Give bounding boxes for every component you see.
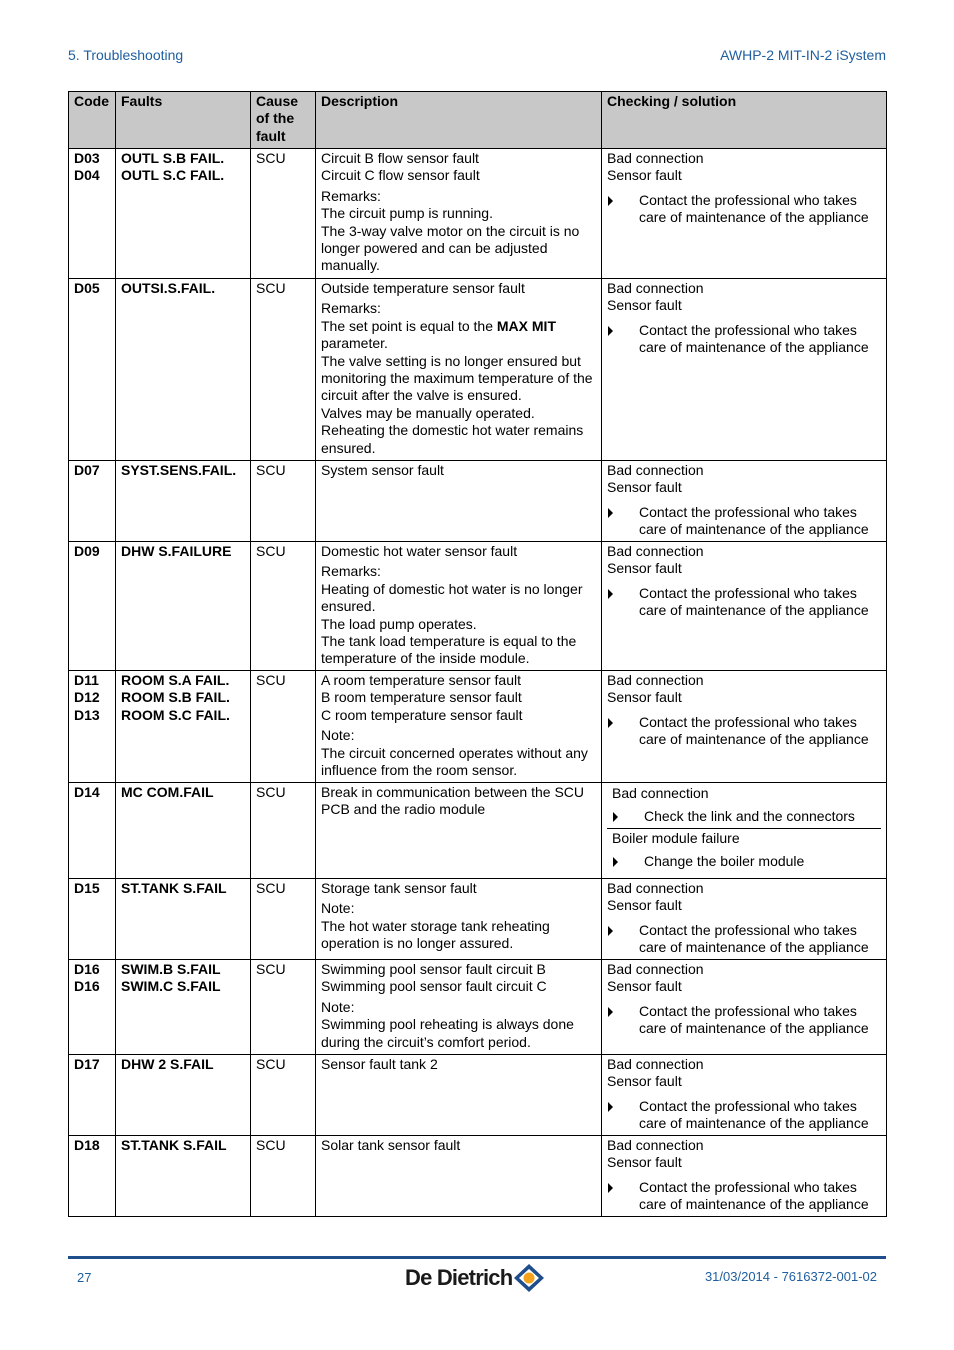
description-line: Sensor fault tank 2	[321, 1056, 438, 1072]
check-cause: Sensor fault	[607, 479, 682, 496]
bullet-arrow-icon	[608, 196, 613, 206]
checking-cell	[602, 279, 887, 461]
solution-item	[607, 1098, 881, 1133]
check-cause: Bad connection	[607, 462, 704, 478]
check-cause: Bad connection	[607, 961, 704, 977]
faults-cell	[116, 671, 251, 783]
check-cause: Sensor fault	[607, 297, 682, 314]
bullet-arrow-icon	[613, 857, 618, 867]
brand-name: De Dietrich	[405, 1265, 513, 1290]
code-cell	[69, 279, 116, 461]
cause-cell: SCU	[251, 671, 316, 783]
fault-code: D09	[74, 543, 100, 559]
fault-name: ROOM S.B FAIL.	[121, 689, 230, 706]
check-cause: Sensor fault	[607, 560, 682, 577]
table-row	[69, 879, 887, 960]
faults-cell	[116, 1136, 251, 1217]
check-cause: Bad connection	[607, 880, 704, 896]
description-line: Circuit C flow sensor fault	[321, 167, 480, 184]
description-line: The circuit pump is running.	[321, 205, 493, 222]
description-cell	[316, 879, 602, 960]
note-label: Note:	[321, 900, 355, 917]
description-line: System sensor fault	[321, 462, 444, 478]
table-row	[69, 279, 887, 461]
check-block	[607, 828, 881, 873]
description-line: The 3-way valve motor on the circuit is no longer powered and can be adjusted manually.	[321, 222, 580, 274]
remarks-label: Remarks:	[321, 300, 381, 317]
check-cause: Sensor fault	[607, 897, 682, 914]
solution-item	[607, 714, 881, 749]
description-line: Circuit B flow sensor fault	[321, 150, 479, 166]
fault-name: SWIM.B S.FAIL	[121, 961, 221, 977]
remarks-label: Remarks:	[321, 187, 381, 204]
description-line: Swimming pool sensor fault circuit B	[321, 961, 546, 977]
table-row	[69, 149, 887, 279]
cause-cell: SCU	[251, 461, 316, 542]
code-cell	[69, 1136, 116, 1217]
description-line: Valves may be manually operated.	[321, 404, 535, 421]
check-cause: Bad connection	[607, 150, 704, 166]
solution-text: Contact the professional who takes care of maintenance of the appliance	[639, 713, 869, 748]
faults-cell	[116, 279, 251, 461]
solution-item	[612, 853, 876, 870]
checking-cell	[602, 1136, 887, 1217]
cause-cell: SCU	[251, 149, 316, 279]
table-header-row	[69, 92, 887, 149]
fault-code: D15	[74, 880, 100, 896]
fault-name: OUTSI.S.FAIL.	[121, 280, 216, 296]
check-cause: Boiler module failure	[612, 829, 740, 846]
cause-cell: SCU	[251, 879, 316, 960]
fault-code: D16	[74, 961, 100, 977]
solution-text: Contact the professional who takes care of maintenance of the appliance	[639, 1178, 869, 1213]
description-cell	[316, 671, 602, 783]
code-cell	[69, 783, 116, 879]
code-cell	[69, 461, 116, 542]
document-reference: 31/03/2014 - 7616372-001-02	[704, 1269, 877, 1284]
bullet-arrow-icon	[608, 926, 613, 936]
fault-name: ROOM S.C FAIL.	[121, 706, 230, 723]
cause-cell: SCU	[251, 1136, 316, 1217]
fault-code: D11	[74, 672, 99, 688]
table-row	[69, 960, 887, 1055]
fault-code: D05	[74, 280, 100, 296]
fault-name: DHW S.FAILURE	[121, 543, 232, 559]
description-line: Heating of domestic hot water is no longer ensured.	[321, 580, 583, 615]
faults-cell	[116, 461, 251, 542]
solution-text: Contact the professional who takes care of maintenance of the appliance	[639, 1097, 869, 1132]
footer-rule	[68, 1256, 886, 1259]
description-fragment: The set point is equal to the	[321, 317, 497, 334]
description-line: The circuit concerned operates without any influence from the room sensor.	[321, 744, 588, 779]
description-fragment: parameter.	[321, 335, 388, 352]
faults-cell	[116, 149, 251, 279]
brand-logo	[405, 1263, 546, 1293]
code-cell	[69, 671, 116, 783]
faults-cell	[116, 879, 251, 960]
checking-cell	[602, 149, 887, 279]
bullet-arrow-icon	[608, 1102, 613, 1112]
checking-cell	[602, 542, 887, 671]
checking-cell	[602, 879, 887, 960]
check-block	[607, 784, 881, 828]
check-cause: Sensor fault	[607, 167, 682, 184]
bullet-arrow-icon	[608, 1183, 613, 1193]
description-cell	[316, 542, 602, 671]
solution-text: Contact the professional who takes care of maintenance of the appliance	[639, 191, 869, 226]
code-cell	[69, 960, 116, 1055]
solution-text: Contact the professional who takes care of maintenance of the appliance	[639, 584, 869, 619]
fault-name: SYST.SENS.FAIL.	[121, 462, 237, 478]
faults-cell	[116, 1055, 251, 1136]
description-cell	[316, 279, 602, 461]
check-cause: Bad connection	[607, 1056, 704, 1072]
note-label: Note:	[321, 727, 355, 744]
check-cause: Sensor fault	[607, 1154, 682, 1171]
code-cell	[69, 1055, 116, 1136]
check-cause: Sensor fault	[607, 978, 682, 995]
col-header-checking: Checking / solution	[602, 92, 887, 149]
fault-code: D18	[74, 1137, 100, 1153]
fault-name: ST.TANK S.FAIL	[121, 1137, 227, 1153]
fault-name: OUTL S.C FAIL.	[121, 167, 225, 184]
code-cell	[69, 542, 116, 671]
description-cell	[316, 149, 602, 279]
check-cause: Sensor fault	[607, 689, 682, 706]
col-header-faults: Faults	[116, 92, 251, 149]
description-cell	[316, 1136, 602, 1217]
description-line: A room temperature sensor fault	[321, 672, 521, 688]
faults-cell	[116, 783, 251, 879]
faults-cell	[116, 542, 251, 671]
fault-name: DHW 2 S.FAIL	[121, 1056, 214, 1072]
fault-code: D04	[74, 167, 100, 184]
check-cause: Bad connection	[607, 1137, 704, 1153]
description-line: Solar tank sensor fault	[321, 1137, 461, 1153]
description-line: Swimming pool reheating is always done during the circuit’s comfort period.	[321, 1016, 574, 1050]
description-line: Domestic hot water sensor fault	[321, 543, 518, 559]
solution-item	[607, 192, 881, 227]
check-cause: Bad connection	[607, 543, 704, 559]
description-line: C room temperature sensor fault	[321, 706, 523, 723]
code-cell	[69, 879, 116, 960]
checking-cell	[602, 960, 887, 1055]
bullet-arrow-icon	[608, 718, 613, 728]
solution-item	[607, 1003, 881, 1038]
code-cell	[69, 149, 116, 279]
description-line: Swimming pool sensor fault circuit C	[321, 978, 547, 995]
fault-code: D17	[74, 1056, 100, 1072]
checking-cell	[602, 671, 887, 783]
solution-item	[612, 808, 876, 825]
description-cell	[316, 461, 602, 542]
description-line: The load pump operates.	[321, 615, 477, 632]
description-cell	[316, 1055, 602, 1136]
product-name: AWHP-2 MIT-IN-2 iSystem	[720, 47, 886, 63]
solution-text: Contact the professional who takes care of maintenance of the appliance	[639, 321, 869, 356]
bullet-arrow-icon	[608, 589, 613, 599]
description-cell	[316, 960, 602, 1055]
solution-text: Contact the professional who takes care of maintenance of the appliance	[639, 921, 869, 956]
faults-cell	[116, 960, 251, 1055]
description-cell	[316, 783, 602, 879]
page-number: 27	[77, 1270, 92, 1285]
fault-code: D03	[74, 150, 100, 166]
fault-code: D16	[74, 978, 100, 995]
solution-text: Contact the professional who takes care of maintenance of the appliance	[639, 1002, 869, 1037]
check-cause: Bad connection	[607, 672, 704, 688]
parameter-name: MAX MIT	[496, 317, 556, 334]
table-row	[69, 671, 887, 783]
fault-code: D12	[74, 689, 100, 706]
fault-name: MC COM.FAIL	[121, 784, 214, 800]
solution-text: Contact the professional who takes care of maintenance of the appliance	[639, 503, 869, 538]
bullet-arrow-icon	[613, 812, 618, 822]
solution-item	[607, 585, 881, 620]
cause-cell: SCU	[251, 542, 316, 671]
description-line: The tank load temperature is equal to the temperature of the inside module.	[321, 633, 577, 667]
checking-cell	[602, 783, 887, 879]
check-cause: Sensor fault	[607, 1073, 682, 1090]
section-title: 5. Troubleshooting	[68, 47, 184, 63]
description-line: The hot water storage tank reheating operation is no longer assured.	[321, 917, 550, 952]
solution-item	[607, 922, 881, 957]
col-header-cause: Cause of the fault	[251, 92, 316, 149]
description-line	[321, 318, 596, 353]
table-row	[69, 1055, 887, 1136]
cause-cell: SCU	[251, 783, 316, 879]
description-line: The valve setting is no longer ensured but monitoring the maximum temperature of the circuit after the valve is ensured.	[321, 352, 593, 404]
description-line: Break in communication between the SCU PCB and the radio module	[321, 784, 585, 818]
fault-name: OUTL S.B FAIL.	[121, 150, 225, 166]
solution-text: Change the boiler module	[644, 853, 805, 870]
check-cause: Bad connection	[612, 785, 709, 801]
description-line: Outside temperature sensor fault	[321, 280, 525, 296]
fault-code: D14	[74, 784, 100, 800]
remarks-label: Remarks:	[321, 563, 381, 580]
table-row	[69, 542, 887, 671]
description-line: Reheating the domestic hot water remains ensured.	[321, 422, 584, 456]
fault-code: D13	[74, 706, 100, 723]
checking-cell	[602, 461, 887, 542]
fault-name: ST.TANK S.FAIL	[121, 880, 227, 896]
bullet-arrow-icon	[608, 1007, 613, 1017]
checking-cell	[602, 1055, 887, 1136]
cause-cell: SCU	[251, 960, 316, 1055]
fault-name: ROOM S.A FAIL.	[121, 672, 230, 688]
note-label: Note:	[321, 998, 355, 1015]
cause-cell: SCU	[251, 1055, 316, 1136]
description-line: B room temperature sensor fault	[321, 689, 522, 706]
solution-item	[607, 1179, 881, 1214]
fault-code: D07	[74, 462, 100, 478]
col-header-code: Code	[69, 92, 116, 149]
bullet-arrow-icon	[608, 508, 613, 518]
cause-cell: SCU	[251, 279, 316, 461]
table-row	[69, 1136, 887, 1217]
fault-name: SWIM.C S.FAIL	[121, 978, 221, 995]
brand-diamond-icon	[512, 1263, 546, 1293]
bullet-arrow-icon	[608, 326, 613, 336]
col-header-description: Description	[316, 92, 602, 149]
description-line: Storage tank sensor fault	[321, 880, 477, 896]
check-cause: Bad connection	[607, 280, 704, 296]
fault-table	[68, 91, 887, 1217]
solution-item	[607, 322, 881, 357]
solution-item	[607, 504, 881, 539]
solution-text: Check the link and the connectors	[644, 808, 855, 825]
table-row	[69, 783, 887, 879]
table-row	[69, 461, 887, 542]
